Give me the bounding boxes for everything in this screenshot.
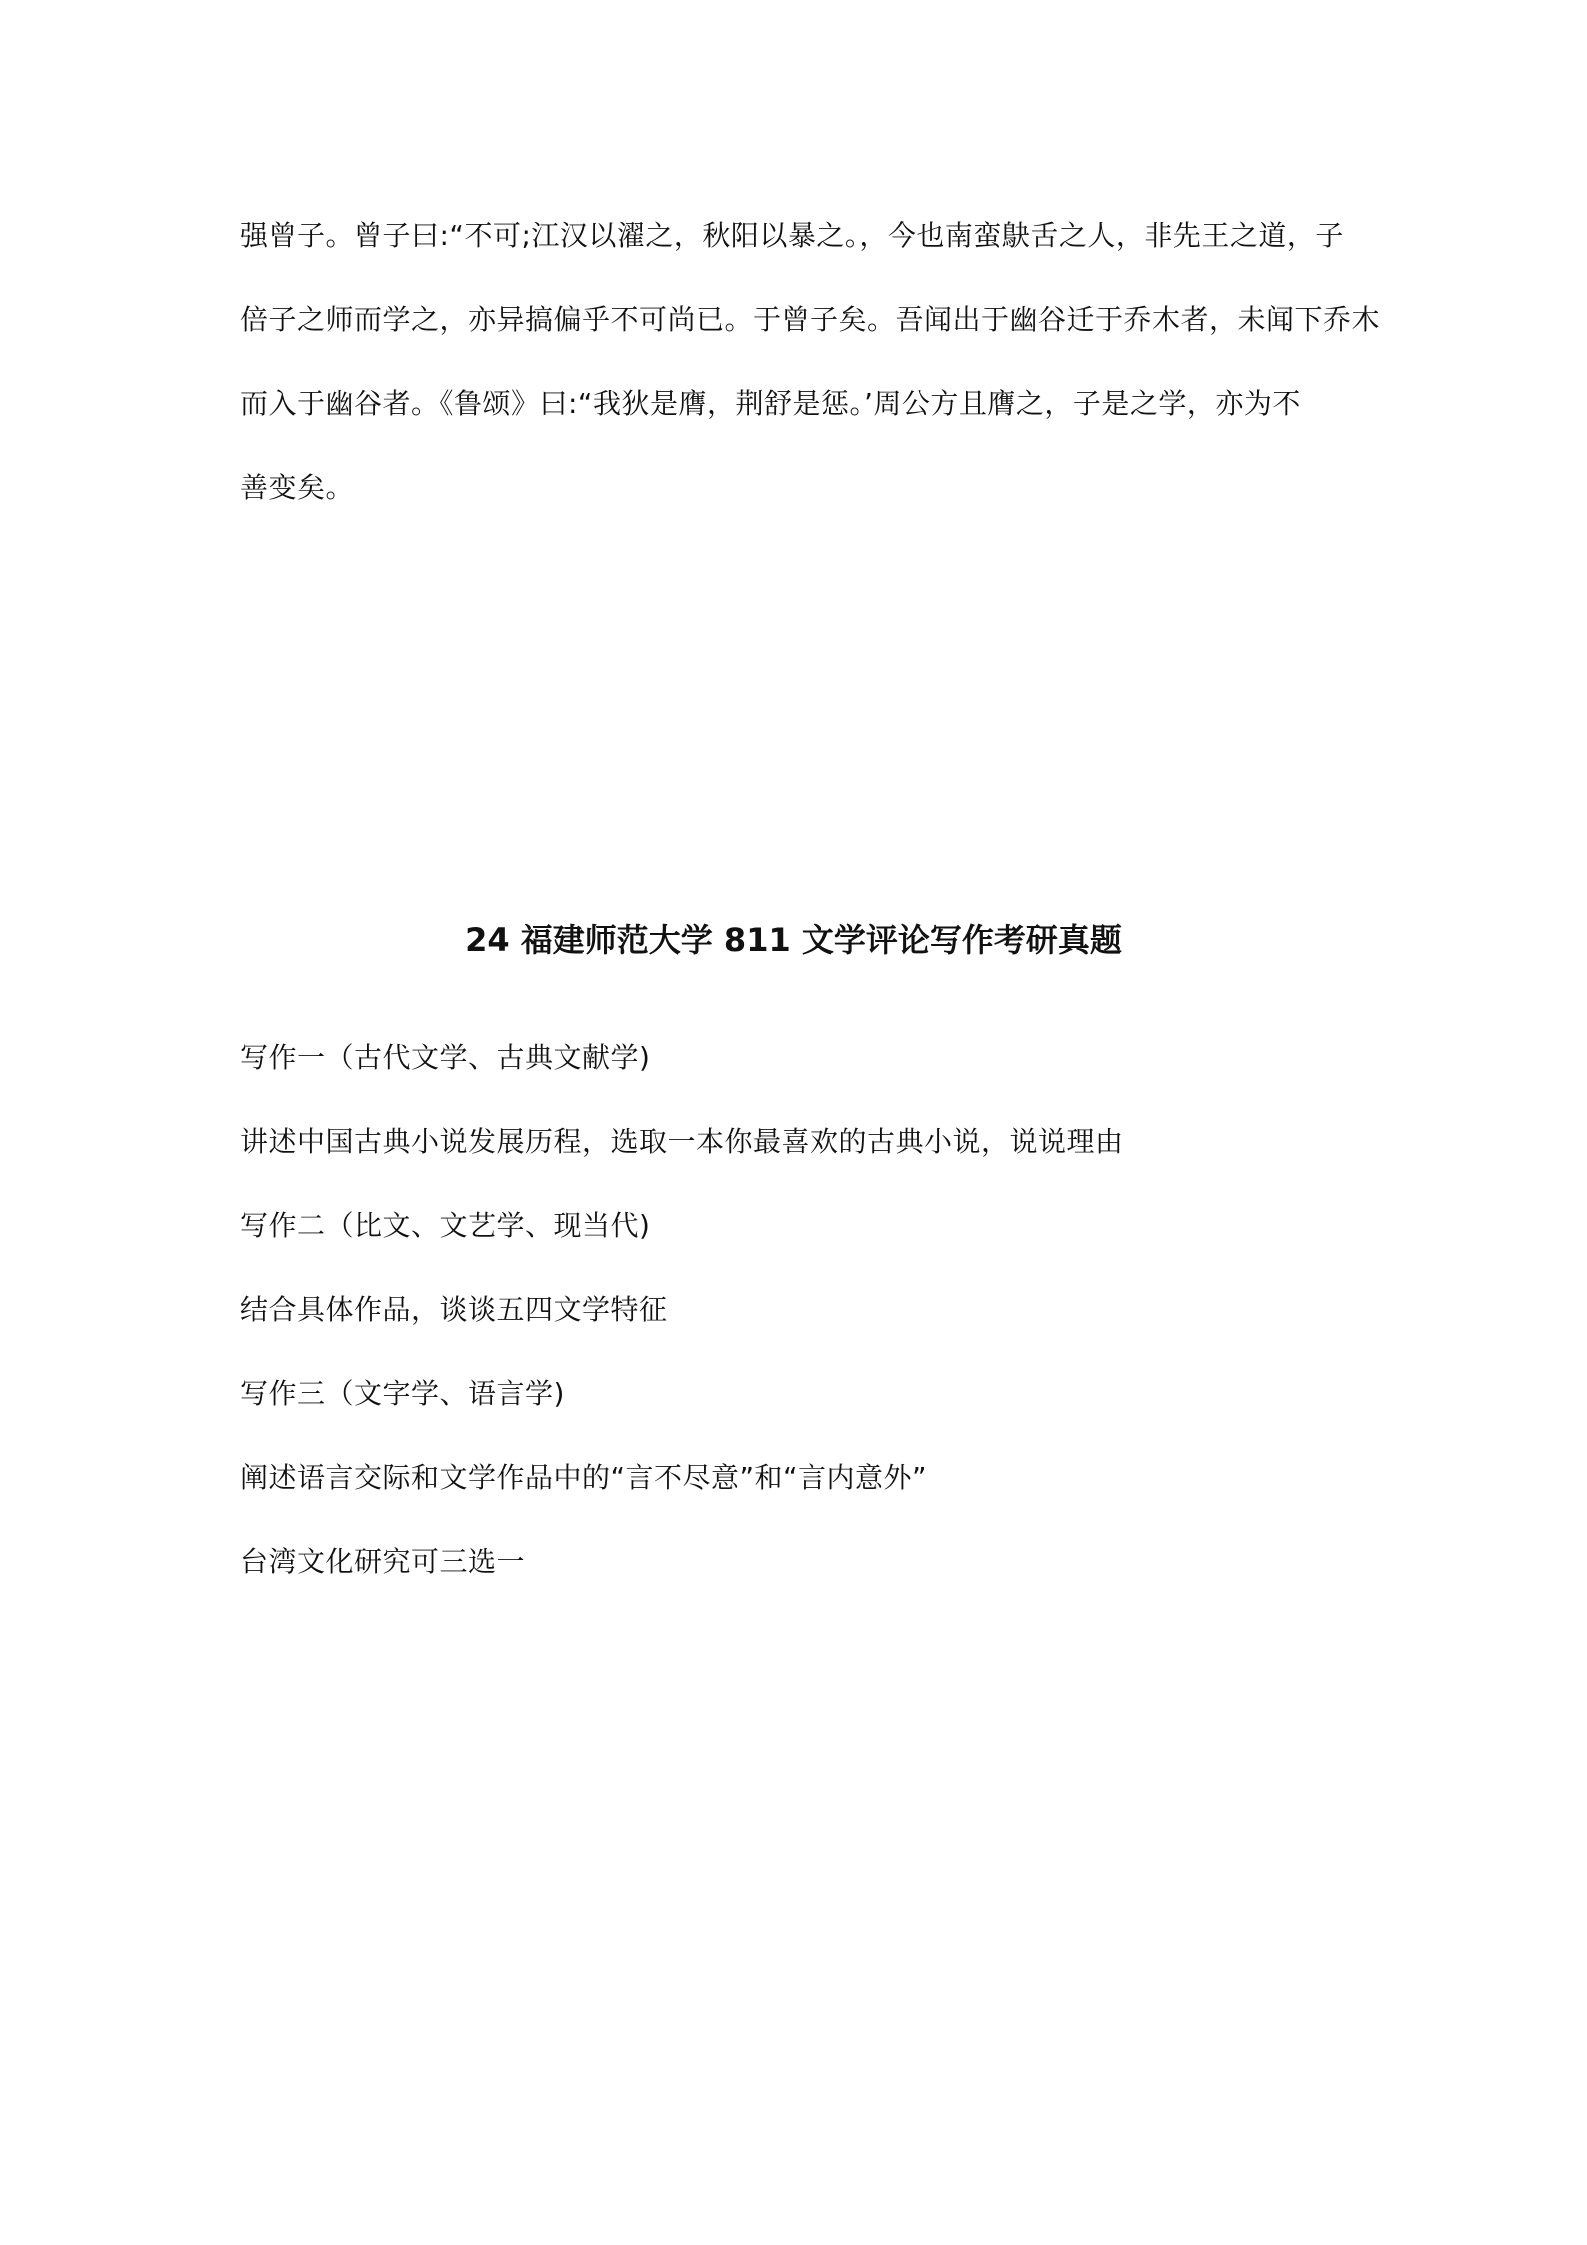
passage-line-4: 善变矣。 [240, 471, 355, 504]
exam-item-1: 写作一（古代文学、古典文献学) [240, 1041, 651, 1074]
exam-item-6: 阐述语言交际和文学作品中的“言不尽意”和“言内意外” [240, 1461, 928, 1494]
exam-item-2: 讲述中国古典小说发展历程，选取一本你最喜欢的古典小说，说说理由 [240, 1125, 1124, 1158]
passage-line-3: 而入于幽谷者。《鲁颂》曰:“我狄是膺，荆舒是惩。’周公方且膺之，子是之学，亦为不 [240, 387, 1301, 420]
exam-title: 24 福建师范大学 811 文学评论写作考研真题 [465, 921, 1122, 959]
exam-item-5: 写作三（文字学、语言学) [240, 1377, 565, 1410]
exam-item-4: 结合具体作品，谈谈五四文学特征 [240, 1293, 668, 1326]
passage-line-1: 强曾子。曾子曰:“不可;江汉以濯之，秋阳以暴之。，今也南蛮鴃舌之人，非先王之道，子 [240, 219, 1344, 252]
exam-item-3: 写作二（比文、文艺学、现当代) [240, 1209, 651, 1242]
passage-line-2: 倍子之师而学之，亦异搞偏乎不可尚已。于曾子矣。吾闻出于幽谷迁于乔木者，未闻下乔木 [240, 303, 1381, 336]
exam-item-7: 台湾文化研究可三选一 [240, 1545, 526, 1578]
